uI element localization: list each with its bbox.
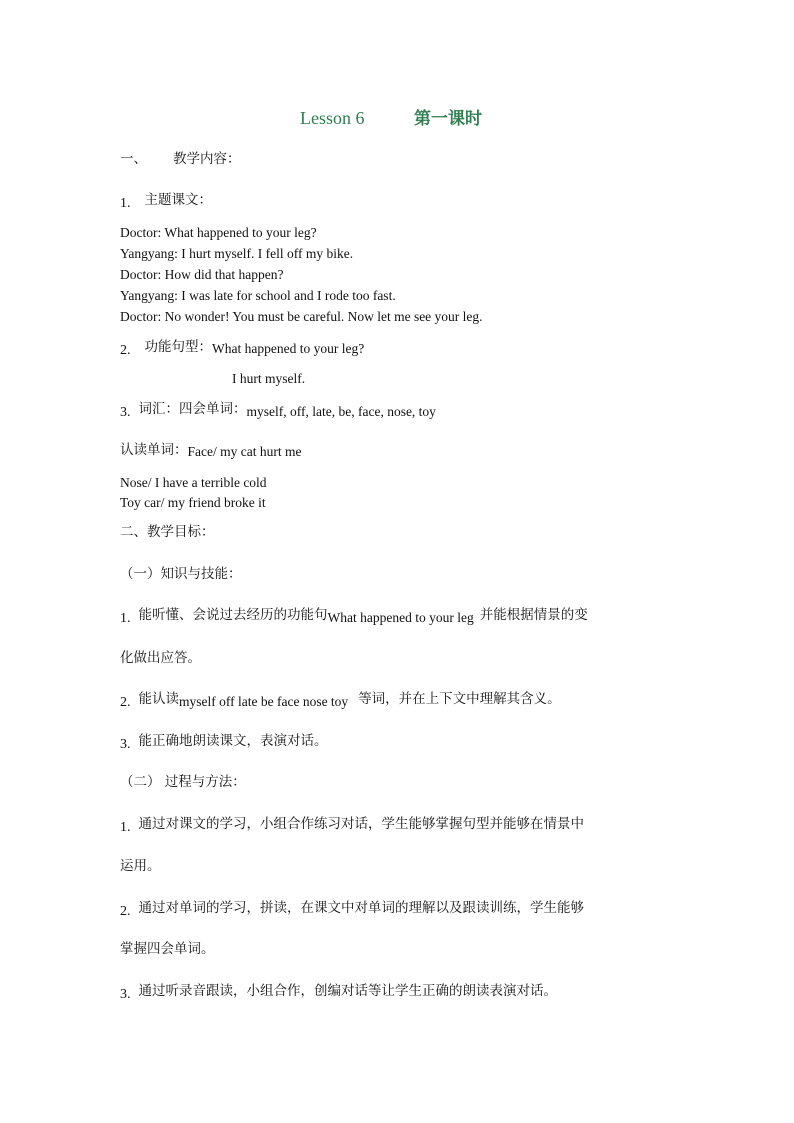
objective-continued: 掌握四会单词。 <box>120 941 215 957</box>
dialogue-line: Yangyang: I hurt myself. I fell off my bike. <box>120 246 354 261</box>
item-label: 词汇：四会单词： <box>138 401 247 417</box>
dialogue-line: Doctor: No wonder! You must be careful. Now let me see your leg. <box>120 309 483 324</box>
item-number: 1. <box>120 820 131 835</box>
objective-continued: 运用。 <box>120 858 161 874</box>
objective-english: myself off late be face nose toy <box>179 694 349 709</box>
section-title: 教学内容： <box>173 151 241 167</box>
vocab-words: myself, off, late, be, face, nose, toy <box>246 404 436 419</box>
subsection-heading: （一）知识与技能： <box>120 566 242 582</box>
dialogue-line: Doctor: How did that happen? <box>120 267 284 282</box>
section-number: 一、 <box>120 151 147 167</box>
item-1 <box>120 191 212 213</box>
subsection-heading: （二） 过程与方法： <box>120 774 246 790</box>
item-3 <box>120 400 436 422</box>
period-title: 第一课时 <box>414 109 482 129</box>
objective-item <box>120 606 588 628</box>
objective-text: 能认读 <box>138 691 179 707</box>
item-label: 功能句型： <box>144 339 212 355</box>
objective-english: What happened to your leg <box>327 610 474 625</box>
objective-text: 通过对课文的学习，小组合作练习对话，学生能够掌握句型并能够在情景中 <box>138 816 584 832</box>
sentence-question: What happened to your leg? <box>212 341 365 356</box>
dialogue-line: Doctor: What happened to your leg? <box>120 225 317 240</box>
item-number: 2. <box>120 904 131 919</box>
section-2-heading: 二、教学目标： <box>120 524 215 540</box>
item-number: 1. <box>120 196 131 211</box>
objective-text: 通过听录音跟读，小组合作，创编对话等让学生正确的朗读表演对话。 <box>138 983 557 999</box>
item-number: 2. <box>120 695 131 710</box>
recognition-example: Nose/ I have a terrible cold <box>120 475 267 490</box>
objective-item <box>120 899 584 921</box>
item-number: 3. <box>120 405 131 420</box>
recognition-example: Face/ my cat hurt me <box>187 444 302 459</box>
item-number: 3. <box>120 737 131 752</box>
item-number: 1. <box>120 611 131 626</box>
objective-continued: 化做出应答。 <box>120 650 201 666</box>
recognition-example: Toy car/ my friend broke it <box>120 495 266 510</box>
objective-text: 并能根据情景的变 <box>479 607 588 623</box>
recognition-label: 认读单词： <box>120 442 188 458</box>
item-label: 主题课文： <box>144 192 212 208</box>
dialogue-line: Yangyang: I was late for school and I rode too fast. <box>120 288 396 303</box>
objective-item <box>120 690 561 712</box>
recognition-words <box>120 441 301 461</box>
objective-text: 能正确地朗读课文，表演对话。 <box>138 733 328 749</box>
objective-text: 等词，并在上下文中理解其含义。 <box>358 691 561 707</box>
objective-text: 通过对单词的学习，拼读，在课文中对单词的理解以及跟读训练，学生能够 <box>138 900 584 916</box>
objective-text: 能听懂、会说过去经历的功能句 <box>138 607 328 623</box>
item-number: 3. <box>120 987 131 1002</box>
objective-item <box>120 732 328 754</box>
lesson-title: Lesson 6 <box>300 108 365 128</box>
objective-item <box>120 815 584 837</box>
objective-item <box>120 982 557 1004</box>
item-number: 2. <box>120 343 131 358</box>
section-1-heading <box>120 150 241 168</box>
sentence-answer: I hurt myself. <box>232 371 306 386</box>
item-2 <box>120 338 364 360</box>
